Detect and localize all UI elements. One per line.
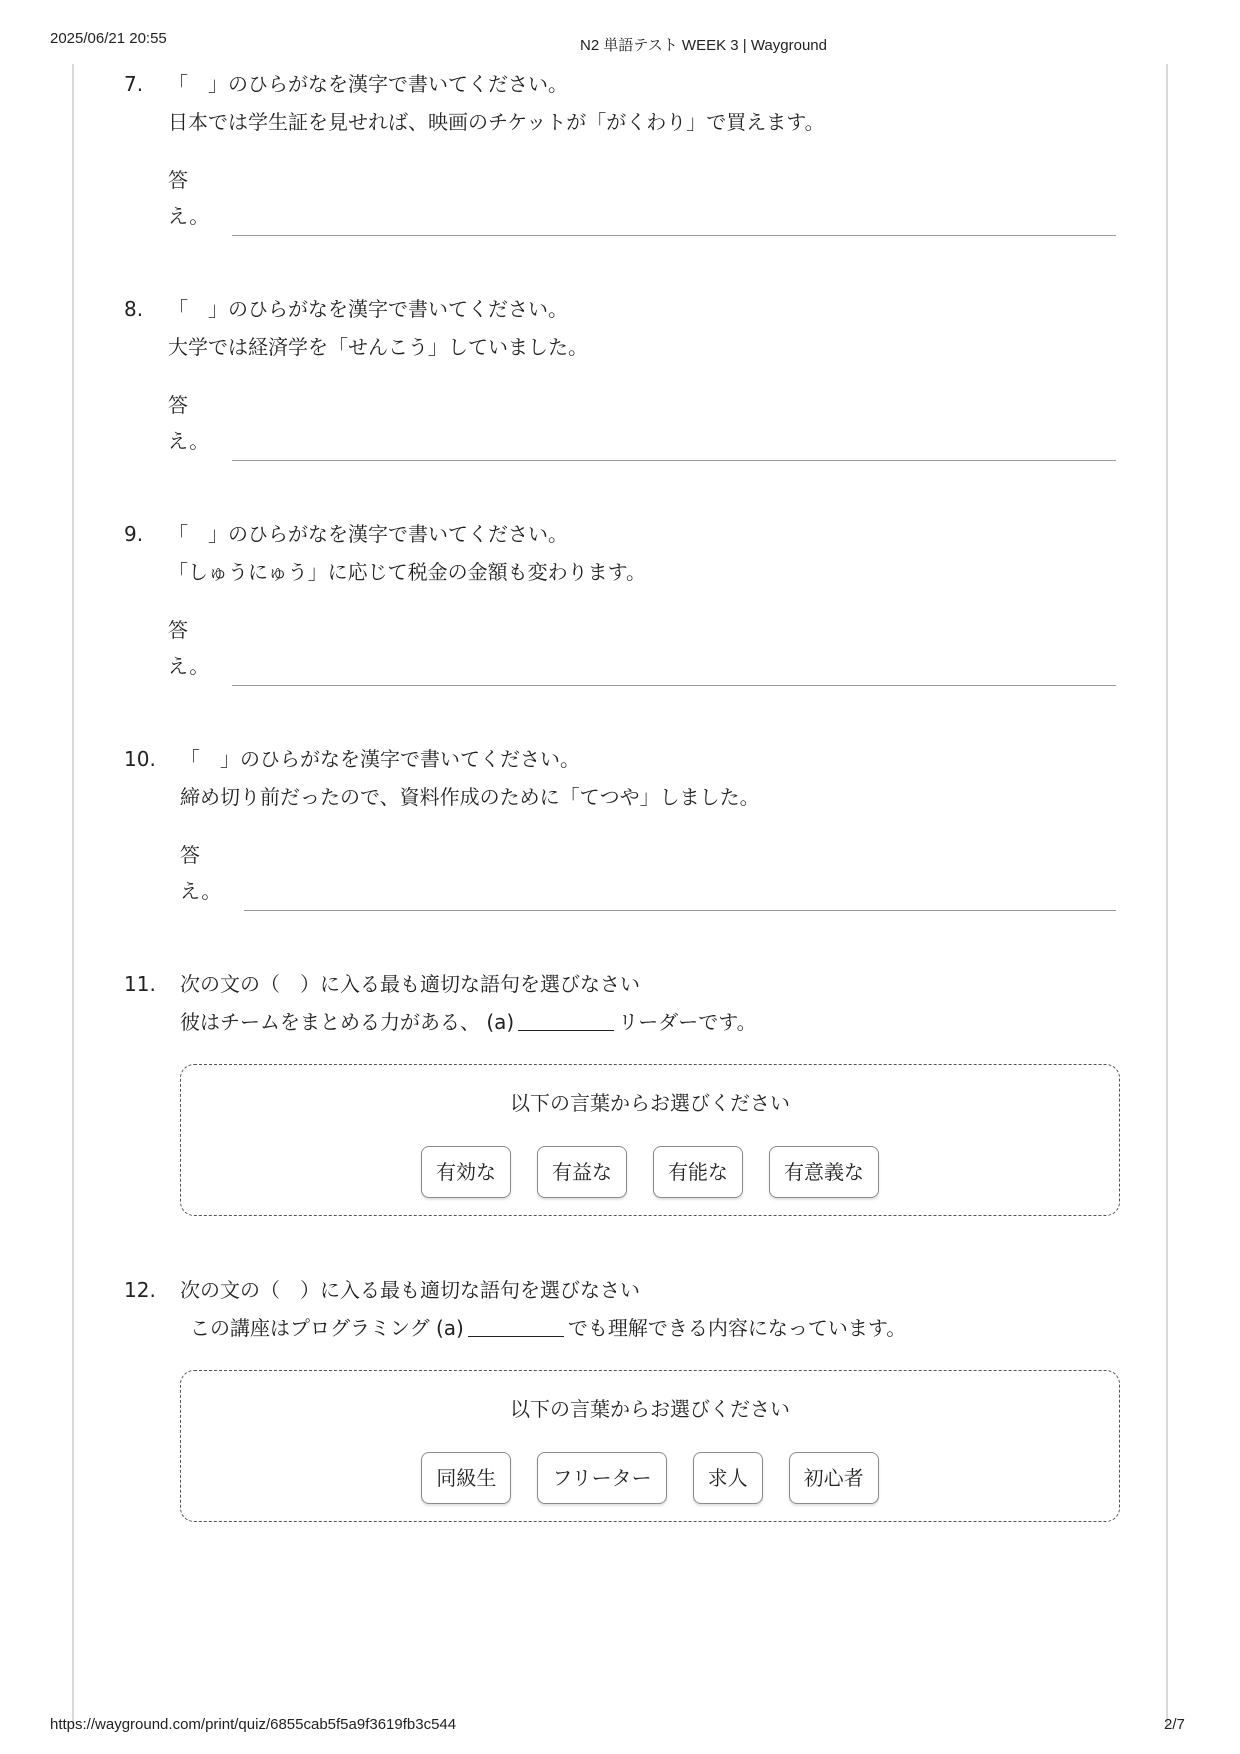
question-number: 9. xyxy=(124,522,144,546)
page-number: 2/7 xyxy=(1164,1716,1185,1733)
choice-button[interactable]: 求人 xyxy=(693,1452,763,1504)
choice-button[interactable]: 有益な xyxy=(537,1146,627,1198)
answer-label: 答 え。 xyxy=(168,393,210,453)
question-sentence: 彼はチームをまとめる力がある、 (a) リーダーです。 xyxy=(180,1010,757,1034)
question-number: 7. xyxy=(124,72,144,96)
answer-blank xyxy=(468,1314,564,1337)
choices-title: 以下の言葉からお選びください xyxy=(510,1397,790,1421)
page-url: https://wayground.com/print/quiz/6855cab5f5a9f3619fb3c544 xyxy=(50,1716,457,1733)
right-border xyxy=(1166,64,1168,1726)
choice-button[interactable]: 初心者 xyxy=(789,1452,879,1504)
question-sentence: 日本では学生証を見せれば、映画のチケットが「がくわり」で買えます。 xyxy=(168,110,825,134)
answer-field[interactable] xyxy=(232,235,1116,236)
answer-label: 答 え。 xyxy=(180,843,222,903)
answer-field[interactable] xyxy=(244,910,1116,911)
question-sentence: 「しゅうにゅう」に応じて税金の金額も変わります。 xyxy=(168,560,646,584)
choices-box xyxy=(180,1064,1120,1216)
answer-field[interactable] xyxy=(232,685,1116,686)
answer-label: 答 え。 xyxy=(168,168,210,228)
page-title: N2 単語テスト WEEK 3 | Wayground xyxy=(580,37,827,54)
question-sentence: 締め切り前だったので、資料作成のために「てつや」しました。 xyxy=(180,785,760,809)
question-number: 11. xyxy=(124,972,156,996)
question-number: 8. xyxy=(124,297,144,321)
question-instruction: 「 」のひらがなを漢字で書いてください。 xyxy=(168,297,568,321)
left-border xyxy=(72,64,74,1726)
question-sentence: この講座はプログラミング (a) でも理解できる内容になっています。 xyxy=(190,1316,907,1340)
choices-box xyxy=(180,1370,1120,1522)
answer-blank xyxy=(518,1008,614,1031)
choice-button[interactable]: 有意義な xyxy=(769,1146,879,1198)
answer-label: 答 え。 xyxy=(168,618,210,678)
question-instruction: 「 」のひらがなを漢字で書いてください。 xyxy=(168,522,568,546)
question-number: 10. xyxy=(124,747,156,771)
print-datetime: 2025/06/21 20:55 xyxy=(50,30,167,47)
choices-title: 以下の言葉からお選びください xyxy=(510,1091,790,1115)
question-instruction: 次の文の（ ）に入る最も適切な語句を選びなさい xyxy=(180,1278,640,1302)
question-sentence: 大学では経済学を「せんこう」していました。 xyxy=(168,335,588,359)
question-number: 12. xyxy=(124,1278,156,1302)
question-instruction: 次の文の（ ）に入る最も適切な語句を選びなさい xyxy=(180,972,640,996)
choice-button[interactable]: 同級生 xyxy=(421,1452,511,1504)
answer-field[interactable] xyxy=(232,460,1116,461)
choice-button[interactable]: 有能な xyxy=(653,1146,743,1198)
choice-button[interactable]: フリーター xyxy=(537,1452,666,1504)
question-instruction: 「 」のひらがなを漢字で書いてください。 xyxy=(168,72,568,96)
choice-button[interactable]: 有効な xyxy=(421,1146,511,1198)
question-instruction: 「 」のひらがなを漢字で書いてください。 xyxy=(180,747,580,771)
